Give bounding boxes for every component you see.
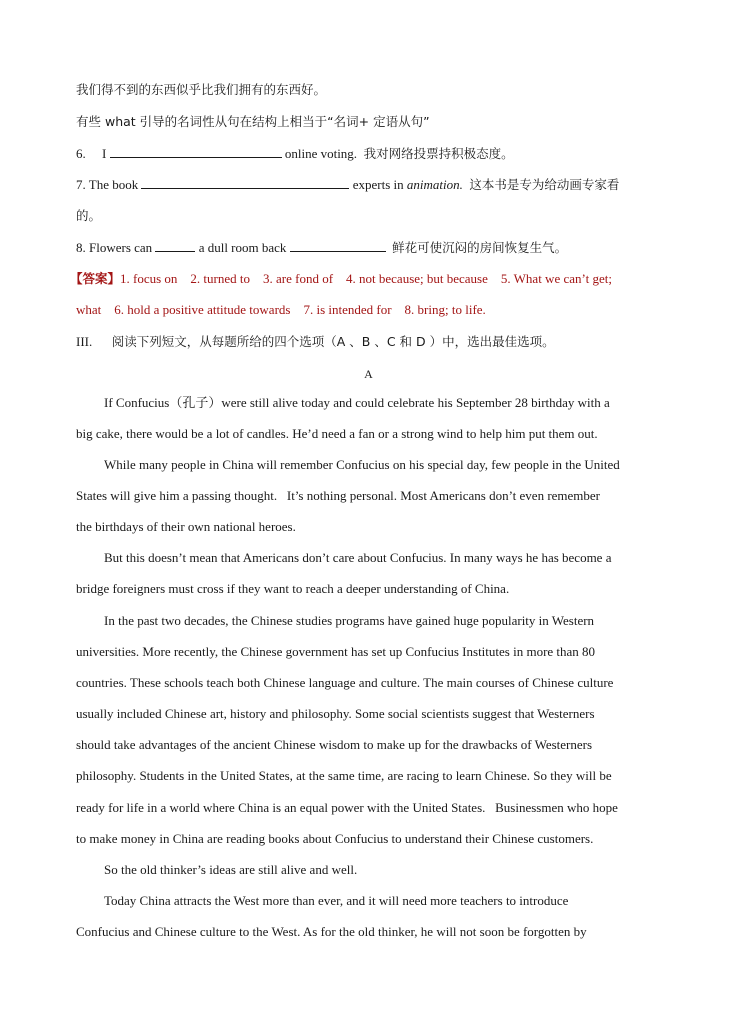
passage-line: countries. These schools teach both Chinese language and culture. The main courses of Chinese culture bbox=[76, 675, 614, 690]
question-7-continuation: 的。 bbox=[76, 208, 102, 223]
question-number: 7. bbox=[76, 177, 86, 192]
intro-line-1: 我们得不到的东西似乎比我们拥有的东西好。 bbox=[76, 82, 327, 97]
passage-line: ready for life in a world where China is an equal power with the United States. Businessmen who hope bbox=[76, 800, 618, 815]
passage-line: Confucius and Chinese culture to the West. As for the old thinker, he will not soon be forgotten by bbox=[76, 924, 587, 939]
answer-text: 1. focus on 2. turned to 3. are fond of 4. not because; but because 5. What we can’t get; bbox=[120, 271, 612, 286]
question-number: 8. bbox=[76, 240, 86, 255]
passage-line: to make money in China are reading books about Confucius to understand their Chinese customers. bbox=[76, 831, 594, 846]
question-7 bbox=[76, 176, 619, 194]
section-instruction: 阅读下列短文，从每题所给的四个选项（A 、B 、C 和 D ）中，选出最佳选项。 bbox=[111, 334, 555, 349]
passage-line: usually included Chinese art, history and philosophy. Some social scientists suggest that Westerners bbox=[76, 706, 595, 721]
passage-line: So the old thinker’s ideas are still alive and well. bbox=[104, 862, 358, 877]
question-text: a dull room back bbox=[198, 240, 287, 255]
passage-line: should take advantages of the ancient Chinese wisdom to make up for the drawbacks of Westerners bbox=[76, 737, 593, 752]
passage-line: If Confucius（孔子）were still alive today and could celebrate his September 28 birthday with a bbox=[104, 395, 610, 410]
section-heading bbox=[76, 333, 555, 351]
passage-line: universities. More recently, the Chinese government has set up Confucius Institutes in more than 80 bbox=[76, 644, 596, 659]
passage-line: Today China attracts the West more than ever, and it will need more teachers to introduce bbox=[104, 893, 569, 908]
answer-blank bbox=[155, 239, 195, 252]
passage-line: philosophy. Students in the United States, at the same time, are racing to learn Chinese. So they will be bbox=[76, 768, 612, 783]
section-number: III. bbox=[76, 334, 93, 349]
answer-line-2: what 6. hold a positive attitude towards 7. is intended for 8. bring; to life. bbox=[76, 302, 486, 317]
question-text: Flowers can bbox=[89, 240, 153, 255]
question-6 bbox=[76, 145, 514, 163]
question-text: I bbox=[102, 146, 107, 161]
passage-line: But this doesn’t mean that Americans don’t care about Confucius. In many ways he has become a bbox=[104, 550, 612, 565]
intro-line-2: 有些 what 引导的名词性从句在结构上相当于“名词+ 定语从句” bbox=[76, 114, 430, 129]
passage-line: bridge foreigners must cross if they want to reach a deeper understanding of China. bbox=[76, 581, 510, 596]
answer-blank bbox=[290, 239, 386, 252]
passage-line: While many people in China will remember Confucius on his special day, few people in the United bbox=[104, 457, 620, 472]
question-translation: 我对网络投票持积极态度。 bbox=[363, 146, 514, 161]
passage-title: A bbox=[364, 367, 373, 381]
passage-line: In the past two decades, the Chinese studies programs have gained huge popularity in Western bbox=[104, 613, 595, 628]
question-text: experts in bbox=[352, 177, 404, 192]
answer-blank bbox=[141, 176, 349, 189]
answer-blank bbox=[110, 145, 282, 158]
passage-line: the birthdays of their own national heroes. bbox=[76, 519, 296, 534]
question-text: online voting. bbox=[284, 146, 358, 161]
question-translation: 鲜花可使沉闷的房间恢复生气。 bbox=[392, 240, 568, 255]
question-number: 6. bbox=[76, 146, 86, 161]
answer-line-1 bbox=[70, 270, 612, 288]
passage-line: States will give him a passing thought. It’s nothing personal. Most Americans don’t even remember bbox=[76, 488, 601, 503]
question-italic-word: animation. bbox=[406, 177, 463, 192]
passage-line: big cake, there would be a lot of candles. He’d need a fan or a strong wind to help him put them out. bbox=[76, 426, 598, 441]
question-text: The book bbox=[88, 177, 139, 192]
question-translation: 这本书是专为给动画专家看 bbox=[469, 177, 620, 192]
answer-label: 【答案】 bbox=[70, 271, 121, 286]
question-8 bbox=[76, 239, 567, 257]
